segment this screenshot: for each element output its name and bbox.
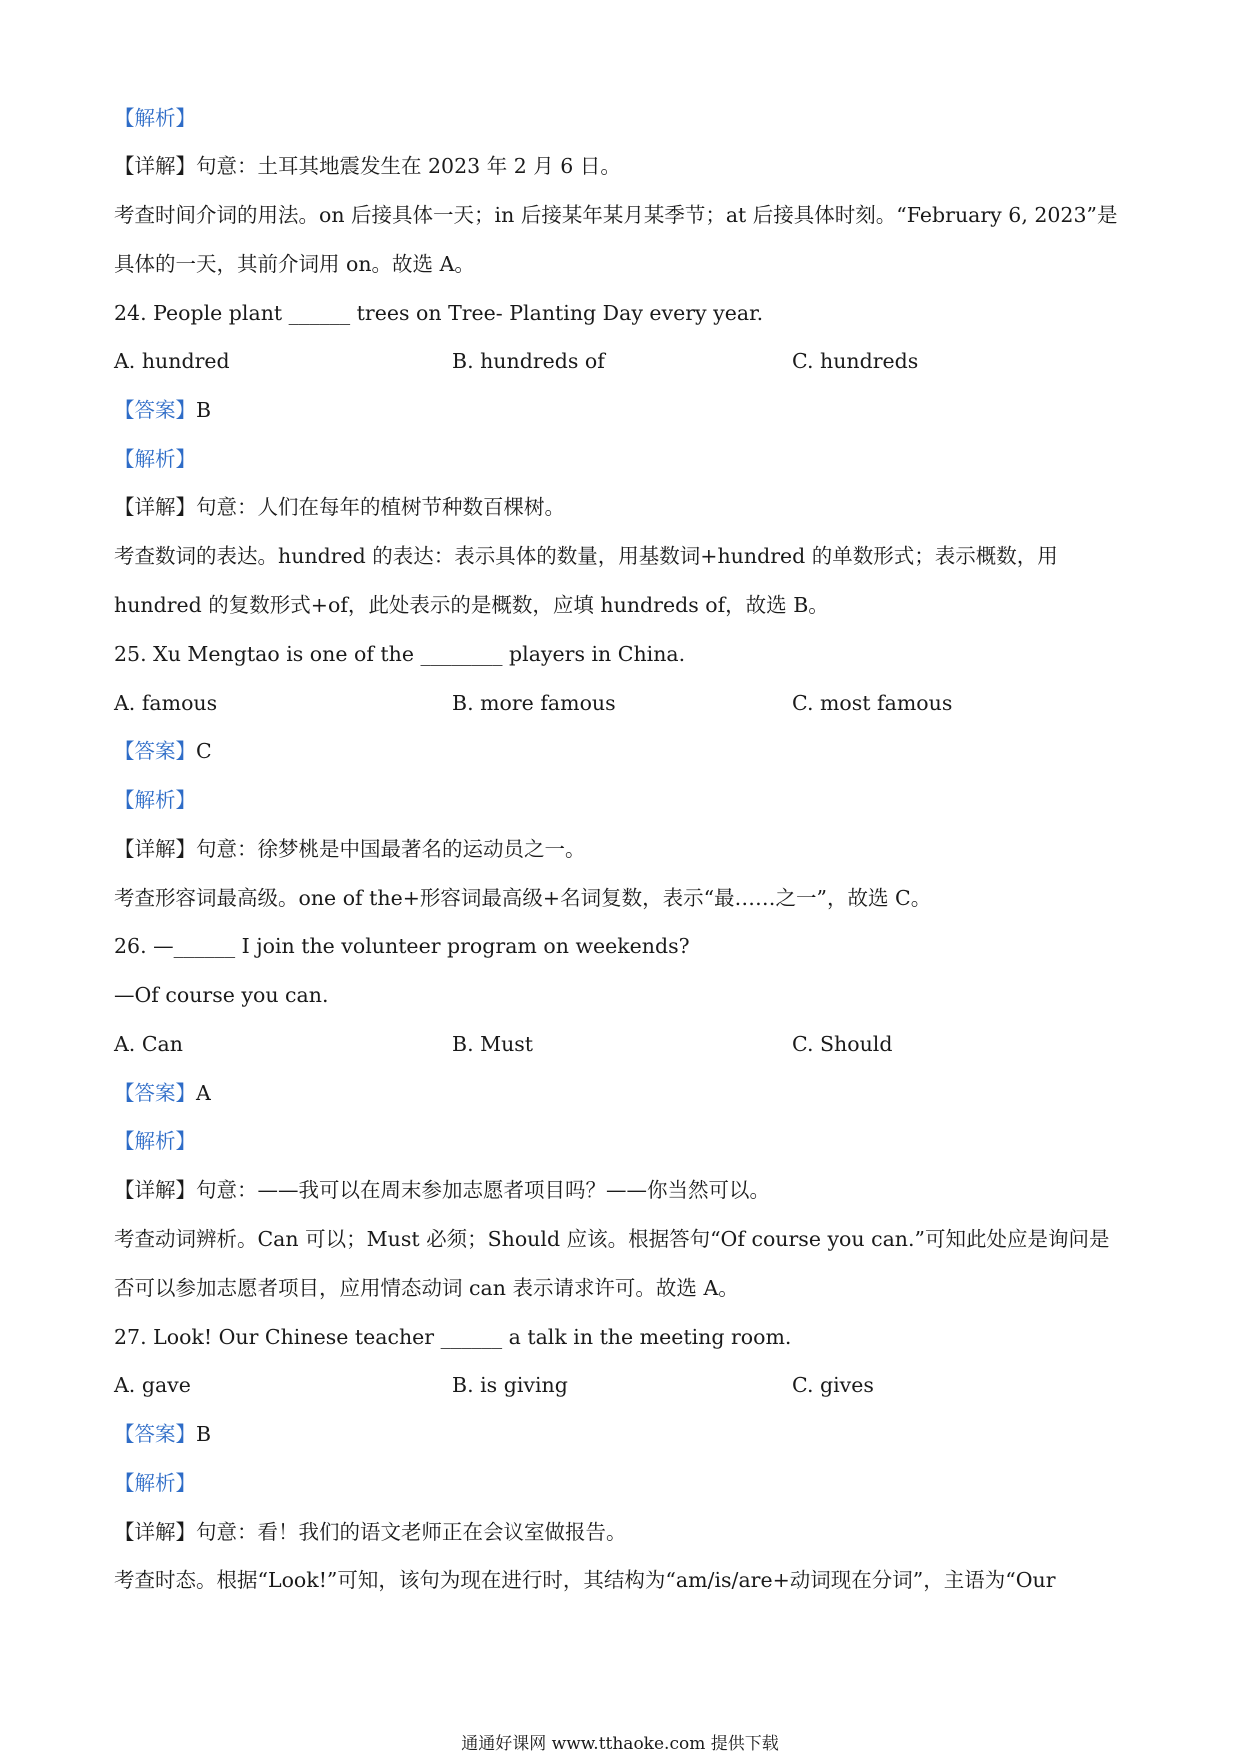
explanation-line: 【详解】句意：土耳其地震发生在 2023 年 2 月 6 日。	[114, 154, 621, 178]
explanation-line: 【详解】句意：徐梦桃是中国最著名的运动员之一。	[114, 837, 586, 861]
analysis-heading	[114, 444, 1144, 474]
options-26	[114, 1029, 1144, 1059]
explanation-line: 【详解】句意：——我可以在周末参加志愿者项目吗？——你当然可以。	[114, 1178, 770, 1202]
section-tag: 【解析】	[114, 1471, 196, 1495]
question-26: 26. —______ I join the volunteer program on weekends?	[114, 934, 690, 958]
explanation-line: 否可以参加志愿者项目，应用情态动词 can 表示请求许可。故选 A。	[114, 1276, 739, 1300]
options-25	[114, 688, 1144, 718]
explanation-line: 具体的一天，其前介词用 on。故选 A。	[114, 252, 475, 276]
answer-value: A	[196, 1081, 211, 1105]
analysis-heading	[114, 785, 1144, 815]
option-c: C. hundreds	[792, 349, 919, 373]
explanation-line: 考查时间介词的用法。on 后接具体一天；in 后接某年某月某季节；at 后接具体时刻。“February 6, 2023”是	[114, 203, 1118, 227]
option-b: B. is giving	[452, 1373, 568, 1397]
analysis-heading	[114, 1468, 1144, 1498]
analysis-heading	[114, 1126, 1144, 1156]
option-b: B. more famous	[452, 691, 616, 715]
explanation-line: 考查动词辨析。Can 可以；Must 必须；Should 应该。根据答句“Of course you can.”可知此处应是询问是	[114, 1227, 1110, 1251]
options-27	[114, 1370, 1144, 1400]
explanation-line: 【详解】句意：人们在每年的植树节种数百棵树。	[114, 495, 565, 519]
option-a: A. Can	[114, 1032, 183, 1056]
option-c: C. gives	[792, 1373, 874, 1397]
section-tag: 【解析】	[114, 1129, 196, 1153]
section-tag: 【解析】	[114, 106, 196, 130]
footer-source-note: 通通好课网 www.tthaoke.com 提供下载	[461, 1734, 779, 1754]
answer-tag: 【答案】	[114, 398, 196, 422]
option-a: A. gave	[114, 1373, 191, 1397]
option-a: A. hundred	[114, 349, 230, 373]
section-tag: 【解析】	[114, 447, 196, 471]
question-27: 27. Look! Our Chinese teacher ______ a talk in the meeting room.	[114, 1325, 792, 1349]
answer-value: B	[196, 1422, 212, 1446]
analysis-heading	[114, 103, 1144, 133]
explanation-line: hundred 的复数形式+of，此处表示的是概数，应填 hundreds of，故选 B。	[114, 593, 829, 617]
answer-line	[114, 736, 1144, 766]
section-tag: 【解析】	[114, 788, 196, 812]
option-b: B. Must	[452, 1032, 534, 1056]
answer-line	[114, 1078, 1144, 1108]
question-24: 24. People plant ______ trees on Tree- Planting Day every year.	[114, 301, 764, 325]
question-26-reply: —Of course you can.	[114, 983, 329, 1007]
options-24	[114, 346, 1144, 376]
answer-tag: 【答案】	[114, 1081, 196, 1105]
option-c: C. most famous	[792, 691, 953, 715]
answer-line	[114, 1419, 1144, 1449]
question-25: 25. Xu Mengtao is one of the ________ players in China.	[114, 642, 686, 666]
option-a: A. famous	[114, 691, 218, 715]
answer-tag: 【答案】	[114, 1422, 196, 1446]
answer-value: C	[196, 739, 212, 763]
explanation-line: 考查数词的表达。hundred 的表达：表示具体的数量，用基数词+hundred 的单数形式；表示概数，用	[114, 544, 1058, 568]
explanation-line: 考查时态。根据“Look!”可知，该句为现在进行时，其结构为“am/is/are+动词现在分词”，主语为“Our	[114, 1568, 1056, 1592]
option-b: B. hundreds of	[452, 349, 605, 373]
explanation-line: 【详解】句意：看！我们的语文老师正在会议室做报告。	[114, 1520, 627, 1544]
explanation-line: 考查形容词最高级。one of the+形容词最高级+名词复数，表示“最……之一”，故选 C。	[114, 886, 932, 910]
answer-line	[114, 395, 1144, 425]
option-c: C. Should	[792, 1032, 893, 1056]
answer-value: B	[196, 398, 212, 422]
answer-tag: 【答案】	[114, 739, 196, 763]
